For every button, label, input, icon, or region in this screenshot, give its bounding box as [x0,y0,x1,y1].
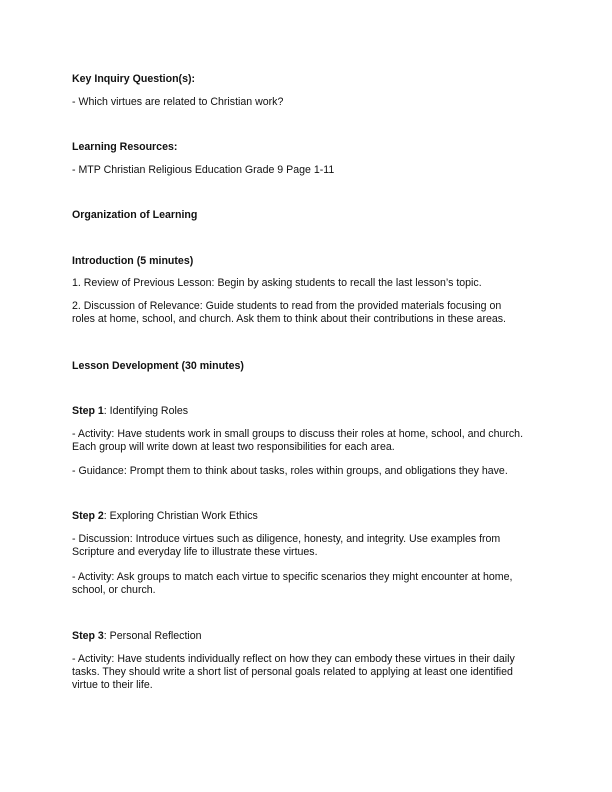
step-1-guidance: - Guidance: Prompt them to think about tasks, roles within groups, and obligations they have. [72,465,508,477]
key-inquiry-heading: Key Inquiry Question(s): [72,73,196,85]
step-2-activity-line-2: school, or church. [72,584,156,597]
step-1-title: : Identifying Roles [103,405,189,417]
step-3-activity [72,653,552,693]
organization-heading: Organization of Learning [72,209,198,221]
step-2-title: : Exploring Christian Work Ethics [103,510,258,522]
introduction-point-2-line-2: roles at home, school, and church. Ask them to think about their contributions in these areas. [72,313,506,326]
step-3-heading [72,630,552,643]
step-2-discussion [72,533,552,559]
introduction-point-2 [72,300,552,326]
introduction-point-2-line-1: 2. Discussion of Relevance: Guide students to read from the provided materials focusing on [72,300,502,312]
learning-resources-item: - MTP Christian Religious Education Grade 9 Page 1-11 [72,164,335,176]
lesson-development-heading: Lesson Development (30 minutes) [72,360,244,372]
key-inquiry-item: - Which virtues are related to Christian work? [72,96,284,108]
step-2-activity [72,571,552,597]
step-1-activity-line-1: - Activity: Have students work in small groups to discuss their roles at home, school, and church. [72,428,524,440]
step-3-label: Step 3 [72,630,104,642]
step-2-label: Step 2 [72,510,104,522]
step-3-title: : Personal Reflection [103,630,202,642]
introduction-heading: Introduction (5 minutes) [72,255,194,267]
learning-resources-heading: Learning Resources: [72,141,178,153]
step-3-activity-line-2: tasks. They should write a short list of personal goals related to applying at least one identified [72,666,513,679]
step-2-discussion-line-1: - Discussion: Introduce virtues such as diligence, honesty, and integrity. Use examples from [72,533,501,545]
introduction-point-1: 1. Review of Previous Lesson: Begin by asking students to recall the last lesson’s topic. [72,277,482,289]
step-2-discussion-line-2: Scripture and everyday life to illustrate these virtues. [72,546,318,559]
step-1-activity [72,428,552,454]
step-3-activity-line-1: - Activity: Have students individually reflect on how they can embody these virtues in their daily [72,653,515,665]
step-3-activity-line-3: virtue to their life. [72,679,153,692]
step-2-heading [72,510,552,523]
step-1-activity-line-2: Each group will write down at least two responsibilities for each area. [72,441,395,454]
step-1-heading [72,405,552,418]
step-2-activity-line-1: - Activity: Ask groups to match each virtue to specific scenarios they might encounter at home, [72,571,513,583]
step-1-label: Step 1 [72,405,104,417]
